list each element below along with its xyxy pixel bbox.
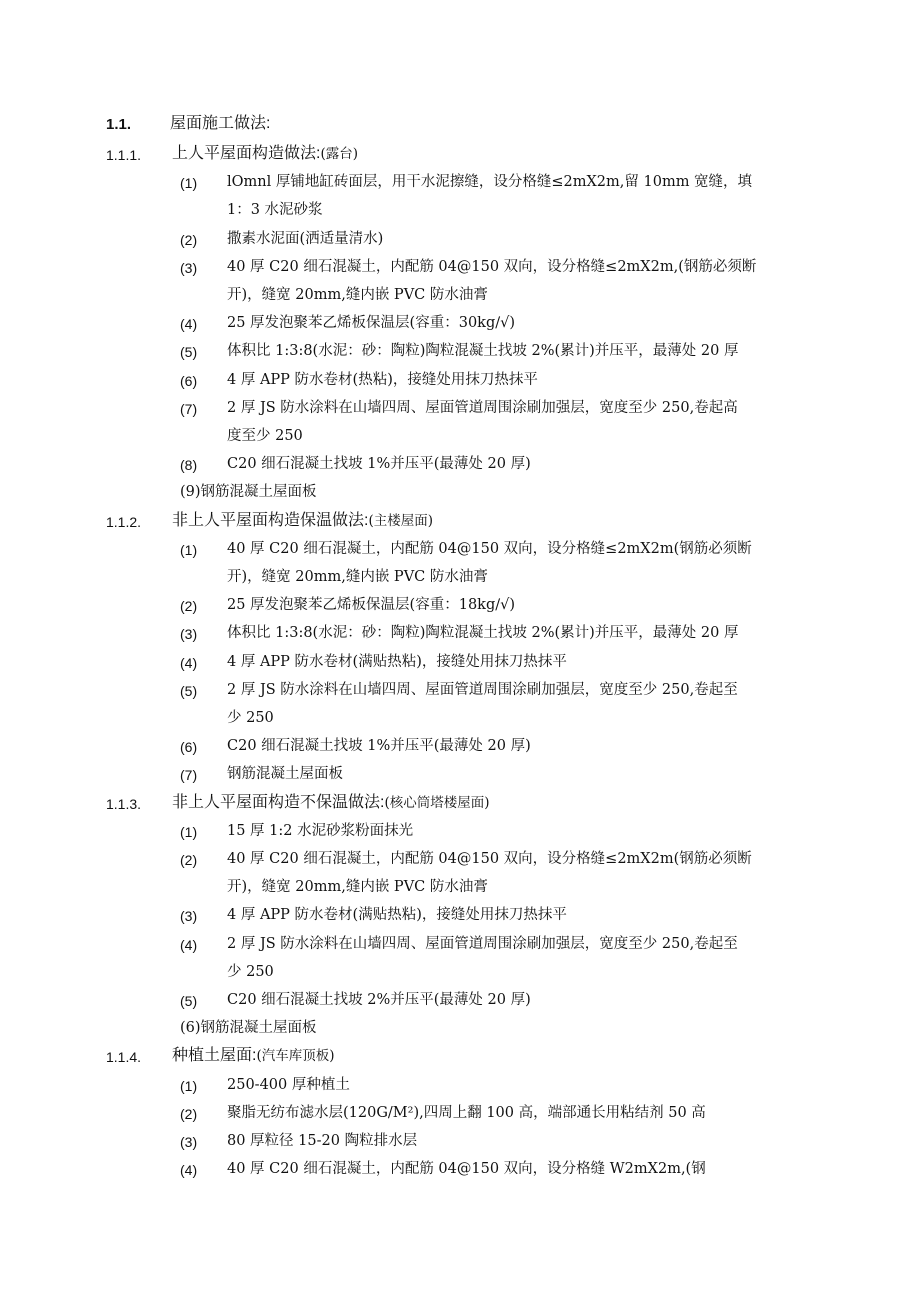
list-item-number: (5) <box>180 993 198 1009</box>
list-item-text: 少 250 <box>227 963 274 980</box>
list-item-number: (5) <box>180 344 198 361</box>
list-item-text: C20 细石混凝土找坡 2%并压平(最薄处 20 厚) <box>227 992 531 1008</box>
section-title-text: 非上人平屋面构造不保温做法: <box>172 793 385 811</box>
list-item-number: (2) <box>180 598 198 615</box>
list-item-text: 15 厚 1:2 水泥砂浆粉面抹光 <box>227 822 414 839</box>
list-item-number: (5) <box>180 682 198 699</box>
list-item-number: (2) <box>180 231 198 248</box>
list-item-text: 25 厚发泡聚苯乙烯板保温层(容重：18kg∕√) <box>227 597 516 614</box>
list-item-text: 开)，缝宽 20mm,缝内嵌 PVC 防水油膏 <box>227 569 488 585</box>
section-title-text: 种植土屋面: <box>172 1047 257 1065</box>
list-item-number: (7) <box>180 400 198 417</box>
list-item-number: (6) <box>180 739 198 756</box>
list-item-text: 1：3 水泥砂浆 <box>227 202 323 219</box>
list-item-text: 4 厚 APP 防水卷材(满贴热粘)，接缝处用抹刀热抹平 <box>227 653 567 670</box>
section-note: (汽车库顶板) <box>256 1048 335 1065</box>
list-item-text: 聚脂无纺布滤水层(120G/M²),四周上翻 100 高，端部通长用粘结剂 50 高 <box>227 1104 706 1121</box>
list-item-text: 少 250 <box>227 710 274 726</box>
list-item-text: 开)，缝宽 20mm,缝内嵌 PVC 防水油膏 <box>227 879 488 896</box>
heading-title: 屋面施工做法: <box>170 115 271 132</box>
list-item-number: (3) <box>180 259 198 276</box>
list-item-text: 度至少 250 <box>227 428 303 444</box>
section-number: 1.1.2. <box>106 513 142 530</box>
list-item-text: 体积比 1:3:8(水泥：砂：陶粒)陶粒混凝土找坡 2%(累计)并压平，最薄处 20 厚 <box>227 625 739 642</box>
section-title <box>172 793 490 813</box>
list-item-number: (3) <box>180 908 198 925</box>
section-title-text: 非上人平屋面构造保温做法: <box>172 511 369 529</box>
section-title <box>172 511 433 531</box>
list-item-text: 250-400 厚种植土 <box>227 1076 350 1093</box>
section-number: 1.1.3. <box>106 795 142 812</box>
section-note: (核心筒塔楼屋面) <box>384 794 490 811</box>
section-title <box>172 144 358 164</box>
list-item-text: (6)钢筋混凝土屋面板 <box>180 1020 317 1037</box>
list-item-number: (4) <box>180 316 198 333</box>
list-item-text: 40 厚 C20 细石混凝土，内配筋 04@150 双向，设分格缝≤2mX2m,(钢筋必须断 <box>227 258 757 275</box>
section-title <box>172 1046 335 1066</box>
list-item-text: 4 厚 APP 防水卷材(热粘)，接缝处用抹刀热抹平 <box>227 371 538 388</box>
list-item-number: (1) <box>180 823 198 840</box>
list-item-number: (1) <box>180 541 198 558</box>
section-number: 1.1.1. <box>106 147 142 163</box>
list-item-text: 40 厚 C20 细石混凝土，内配筋 04@150 双向，设分格缝 W2mX2m,(钢 <box>227 1161 706 1178</box>
list-item-number: (1) <box>180 175 198 192</box>
list-item-number: (2) <box>180 852 198 868</box>
list-item-number: (3) <box>180 626 198 643</box>
section-note: (主楼屋面) <box>368 512 433 529</box>
list-item-text: 撒素水泥面(洒适量清水) <box>227 230 384 247</box>
list-item-text: 40 厚 C20 细石混凝土，内配筋 04@150 双向，设分格缝≤2mX2m(钢筋必须断 <box>227 851 752 867</box>
list-item-text: 2 厚 JS 防水涂料在山墙四周、屋面管道周围涂刷加强层，宽度至少 250,卷起至 <box>227 935 738 952</box>
list-item-text: C20 细石混凝土找坡 1%并压平(最薄处 20 厚) <box>227 456 531 473</box>
list-item-number: (7) <box>180 767 198 784</box>
list-item-number: (4) <box>180 936 198 953</box>
list-item-number: (4) <box>180 654 198 671</box>
list-item-text: lOmnl 厚铺地缸砖面层，用干水泥擦缝，设分格缝≤2mX2m,留 10mm 宽缝，填 <box>227 174 753 191</box>
list-item-number: (4) <box>180 1162 198 1179</box>
section-title-text: 上人平屋面构造做法: <box>172 145 321 162</box>
heading-number: 1.1. <box>106 116 132 133</box>
list-item-text: 4 厚 APP 防水卷材(满贴热粘)，接缝处用抹刀热抹平 <box>227 907 567 924</box>
list-item-text: 40 厚 C20 细石混凝土，内配筋 04@150 双向，设分格缝≤2mX2m(钢筋必须断 <box>227 540 752 557</box>
list-item-text: 2 厚 JS 防水涂料在山墙四周、屋面管道周围涂刷加强层，宽度至少 250,卷起至 <box>227 681 738 698</box>
list-item-text: 25 厚发泡聚苯乙烯板保温层(容重：30kg∕√) <box>227 315 516 332</box>
list-item-text: (9)钢筋混凝土屋面板 <box>180 484 317 501</box>
section-note: (露台) <box>320 146 358 162</box>
list-item-text: 体积比 1:3:8(水泥：砂：陶粒)陶粒混凝土找坡 2%(累计)并压平，最薄处 20 厚 <box>227 343 739 360</box>
list-item-text: 开)，缝宽 20mm,缝内嵌 PVC 防水油膏 <box>227 287 488 303</box>
list-item-text: 钢筋混凝土屋面板 <box>227 766 343 783</box>
section-number: 1.1.4. <box>106 1049 142 1066</box>
list-item-number: (6) <box>180 372 198 389</box>
list-item-text: 80 厚粒径 15-20 陶粒排水层 <box>227 1133 418 1149</box>
list-item-text: 2 厚 JS 防水涂料在山墙四周、屋面管道周围涂刷加强层，宽度至少 250,卷起高 <box>227 399 738 416</box>
list-item-text: C20 细石混凝土找坡 1%并压平(最薄处 20 厚) <box>227 738 531 755</box>
list-item-number: (2) <box>180 1105 198 1122</box>
list-item-number: (1) <box>180 1077 198 1094</box>
list-item-number: (8) <box>180 457 198 474</box>
list-item-number: (3) <box>180 1134 198 1150</box>
